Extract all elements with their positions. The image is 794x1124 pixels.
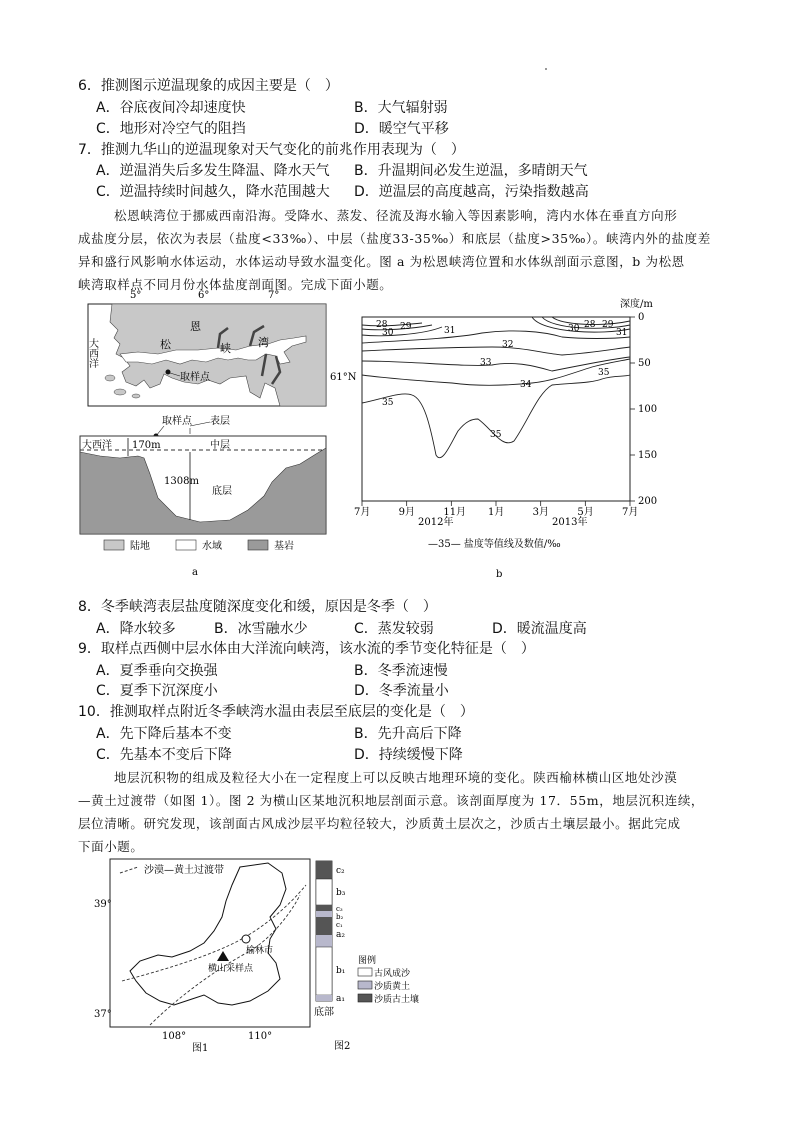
x-tick-label-1: 9月: [398, 507, 416, 518]
figure-1: [94, 855, 315, 1055]
fig-a-depth-1308: 1308m: [164, 476, 199, 487]
page-dot: [545, 68, 547, 70]
fig-a-leg-water: 水域: [202, 541, 222, 552]
q7-stem: 7．推测九华山的逆温现象对天气变化的前兆作用表现为（ ）: [78, 142, 465, 158]
contour-label-0: 28: [376, 320, 388, 330]
passage2-line4: 下面小题。: [78, 839, 144, 854]
fig1-lat-37: 37°: [94, 1009, 112, 1020]
fig-b-x-ticks: [354, 501, 638, 518]
q8-option-b[interactable]: B．冰雪融水少: [214, 621, 308, 637]
passage2-line2: —黄土过渡带（如图 1）。图 2 为横山区某地沉积地层剖面示意。该剖面厚度为 17．55m，地层沉积连续，: [78, 793, 705, 808]
q8-option-a[interactable]: A．降水较多: [96, 621, 176, 637]
passage2-line3: 层位清晰。研究发现，该剖面古风成沙层平均粒径较大，沙质黄土层次之，沙质古土壤层最小。据此完成: [78, 816, 681, 831]
contour-label-5: 29: [602, 320, 614, 330]
contour-label-1: 29: [400, 322, 412, 332]
q6-option-a[interactable]: A．谷底夜间冷却速度快: [96, 100, 246, 116]
fig-a-ocean-label: 大西洋: [86, 338, 98, 368]
fig-a-name-4: 湾: [258, 336, 269, 349]
fig2-leg2: 沙质黄土: [374, 982, 411, 992]
figure-b: [352, 295, 662, 585]
contour-label-12: 35: [490, 430, 502, 440]
fig-a-lon-5: 5°: [130, 290, 142, 301]
fig2-label-a1: a₁: [336, 994, 345, 1004]
fig-b-plot-frame: [362, 317, 630, 501]
q6-option-b[interactable]: B．大气辐射弱: [354, 100, 448, 116]
y-tick-label-0: 0: [638, 312, 645, 323]
q10-option-b[interactable]: B．先升高后下降: [354, 726, 462, 742]
fig2-label-b3: b₃: [336, 888, 346, 898]
passage1-line2: 成盐度分层，依次为表层（盐度<33‰）、中层（盐度33-35‰）和底层（盐度>35‰）。峡湾内外的盐度差: [78, 231, 711, 246]
q10-option-c[interactable]: C．先基本不变后下降: [96, 747, 232, 763]
fig2-caption: 图2: [334, 1041, 351, 1052]
q10-option-d[interactable]: D．持续缓慢下降: [354, 747, 463, 763]
fig-a-name-2: 恩: [190, 320, 201, 333]
contour-label-9: 33: [480, 358, 492, 368]
contour-label-7: 31: [616, 328, 628, 338]
q9-stem: 9．取样点西侧中层水体由大洋流向峡湾，该水流的季节变化特征是（ ）: [78, 641, 535, 657]
q9-option-a[interactable]: A．夏季垂向交换强: [96, 663, 218, 679]
contour-label-8: 32: [502, 340, 514, 350]
fig-a-depth-170: 170m: [132, 440, 161, 451]
fig-a-sec-ocean: 大西洋: [82, 440, 112, 451]
fig-b-legend: —35— 盐度等值线及数值/‰: [428, 539, 561, 550]
x-tick-label-4: 3月: [532, 507, 550, 518]
fig2-layer-a2: [316, 925, 332, 935]
fig-a-leg-rock: 基岩: [274, 541, 294, 552]
fig-a-sec-bottom: 底层: [212, 486, 232, 497]
fig2-label-c3: c₃: [336, 905, 343, 913]
q7-option-b[interactable]: B．升温期间必发生逆温，多晴朗天气: [354, 163, 588, 179]
passage2-line1: 地层沉积物的组成及粒径大小在一定程度上可以反映古地理环境的变化。陕西榆林横山区地处沙漠: [114, 770, 678, 785]
x-tick-label-0: 7月: [354, 507, 371, 518]
figure-2: [310, 855, 450, 1055]
fig2-label-b1: b₁: [336, 966, 346, 976]
fig2-label-c1: c₁: [336, 921, 343, 929]
q9-option-b[interactable]: B．冬季流速慢: [354, 663, 448, 679]
y-tick-label-4: 200: [638, 496, 658, 507]
fig2-label-c2: c₂: [336, 866, 345, 876]
x-tick-label-6: 7月: [622, 507, 639, 518]
contour-label-13: 35: [598, 368, 610, 378]
fig-b-year-2012: 2012年: [418, 517, 454, 528]
contour-label-4: 28: [584, 320, 596, 330]
q7-option-a[interactable]: A．逆温消失后多发生降温、降水天气: [96, 163, 330, 179]
fig1-lat-39: 39°: [94, 899, 112, 910]
contour-label-10: 34: [520, 380, 532, 390]
q8-option-c[interactable]: C．蒸发较弱: [354, 621, 434, 637]
fig-a-sec-mid: 中层: [210, 440, 230, 451]
x-tick-label-5: 5月: [577, 507, 594, 518]
fig-a-lat-label: 61°N: [330, 372, 357, 383]
fig2-layer-c2: [316, 861, 332, 879]
fig2-leg3: 沙质古土壤: [374, 995, 420, 1005]
passage1-line3: 异和盛行风影响水体运动，水体运动导致水温变化。图 a 为松恩峡湾位置和水体纵剖面示意图，b 为松恩: [78, 254, 685, 269]
fig-a-sec-sample: 取样点: [162, 416, 192, 427]
fig-b-caption: b: [496, 569, 503, 580]
fig2-layer-c1: [316, 917, 332, 925]
q8-option-d[interactable]: D．暖流温度高: [492, 621, 587, 637]
fig-a-leg-land: 陆地: [130, 541, 150, 552]
fig2-layer-c3: [316, 905, 332, 911]
fig2-leg1: 古风成沙: [374, 969, 411, 979]
q9-option-d[interactable]: D．冬季流量小: [354, 683, 449, 699]
fig-a-caption: a: [192, 567, 198, 578]
contour-label-3: 31: [444, 326, 456, 336]
fig2-label-b2: b₂: [336, 913, 344, 921]
fig1-lon-108: 108°: [162, 1031, 187, 1042]
fig-b-depth-title: 深度/m: [620, 299, 653, 310]
fig2-bottom: 底部: [314, 1007, 334, 1018]
fig2-layer-a1: [316, 995, 332, 1001]
x-tick-label-2: 11月: [443, 507, 467, 518]
q6-stem: 6．推测图示逆温现象的成因主要是（ ）: [78, 78, 339, 94]
q7-option-d[interactable]: D．逆温层的高度越高，污染指数越高: [354, 184, 589, 200]
fig2-layer-b3: [316, 879, 332, 905]
fig-a-lon-6: 6°: [198, 290, 210, 301]
fig-a-sample-label: 取样点: [180, 372, 210, 383]
fig2-layer-b2b: [316, 935, 332, 947]
fig1-site: 横山采样点: [208, 964, 254, 974]
fig-a-name-3: 峡: [220, 342, 231, 355]
fig1-lon-110: 110°: [248, 1031, 273, 1042]
q7-option-c[interactable]: C．逆温持续时间越久，降水范围越大: [96, 184, 330, 200]
q9-option-c[interactable]: C．夏季下沉深度小: [96, 683, 218, 699]
q6-option-d[interactable]: D．暖空气平移: [354, 121, 449, 137]
passage1-line4: 峡湾取样点不同月份水体盐度剖面图。完成下面小题。: [78, 277, 393, 292]
y-tick-label-2: 100: [638, 404, 658, 415]
y-tick-label-3: 150: [638, 450, 658, 461]
contour-label-2: 30: [382, 328, 394, 338]
q10-stem: 10．推测取样点附近冬季峡湾水温由表层至底层的变化是（ ）: [78, 704, 474, 720]
fig1-city: 榆林市: [246, 946, 274, 956]
contour-label-6: 30: [568, 324, 580, 334]
fig1-legend: 沙漠—黄土过渡带: [144, 865, 224, 876]
contour-label-11: 35: [382, 398, 394, 408]
fig-a-sec-surface: 表层: [210, 416, 230, 427]
fig2-label-a2: a₂: [336, 930, 345, 940]
fig1-caption: 图1: [192, 1043, 209, 1054]
q10-option-a[interactable]: A．先下降后基本不变: [96, 726, 232, 742]
fig-a-lon-7: 7°: [268, 290, 280, 301]
fig2-layer-b2a: [316, 911, 332, 917]
fig-a-name-1: 松: [160, 338, 171, 351]
fig-a-sample-dot: [166, 370, 171, 375]
q8-stem: 8．冬季峡湾表层盐度随深度变化和缓，原因是冬季（ ）: [78, 599, 437, 615]
fig2-layer-b1: [316, 947, 332, 995]
figure-a: [80, 288, 357, 578]
fig-b-year-2013: 2013年: [552, 517, 588, 528]
passage1-line1: 松恩峡湾位于挪威西南沿海。受降水、蒸发、径流及海水输入等因素影响，湾内水体在垂直方向形: [114, 208, 678, 223]
x-tick-label-3: 1月: [488, 507, 505, 518]
fig2-legend-title: 图例: [358, 956, 377, 966]
y-tick-label-1: 50: [638, 358, 651, 369]
q6-option-c[interactable]: C．地形对冷空气的阻挡: [96, 121, 246, 137]
fig-b-y-ticks: [630, 312, 657, 507]
